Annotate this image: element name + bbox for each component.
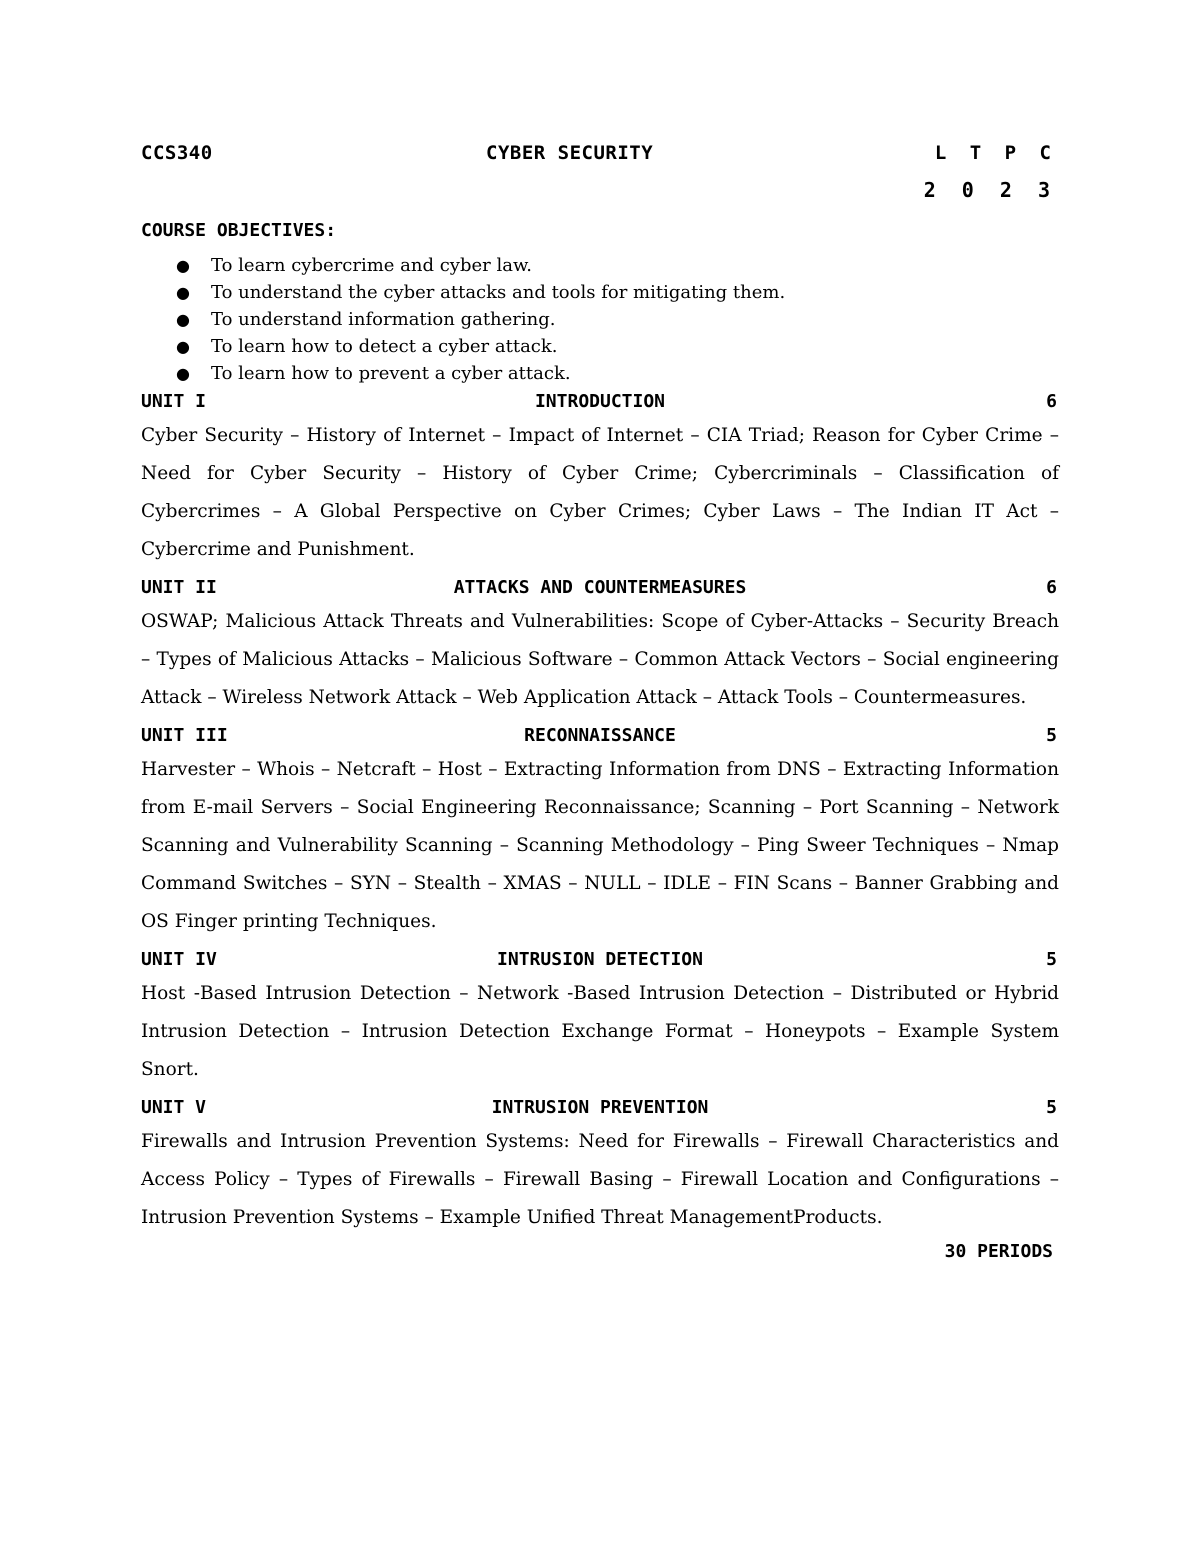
unit-title: RECONNAISSANCE	[524, 725, 676, 746]
objectives-heading: COURSE OBJECTIVES:	[141, 220, 337, 241]
unit-title: ATTACKS AND COUNTERMEASURES	[453, 577, 747, 598]
total-periods: 30 PERIODS	[944, 1241, 1053, 1262]
unit-number: UNIT II	[141, 577, 217, 598]
bullet-icon: ●	[176, 256, 190, 275]
unit-5-content: Firewalls and Intrusion Prevention Systems: Need for Firewalls – Firewall Characteristics and Access Policy – Types of Firewalls – Firewall Basing – Firewall Location and Configurations – Intrusion Prevention Systems – Example Unified Threat ManagementProducts.	[141, 1131, 1059, 1228]
syllabus-page	[141, 140, 1059, 1262]
unit-title: INTRUSION PREVENTION	[491, 1097, 709, 1118]
unit-title: INTRODUCTION	[534, 391, 666, 412]
objective-item	[141, 333, 1059, 360]
unit-hours: 5	[1046, 1097, 1057, 1118]
objective-text: To learn how to detect a cyber attack.	[211, 336, 558, 357]
objectives-list	[141, 252, 1059, 387]
unit-5-heading	[141, 1093, 1059, 1123]
objective-text: To understand information gathering.	[211, 309, 556, 330]
unit-hours: 5	[1046, 725, 1057, 746]
bullet-icon: ●	[176, 283, 190, 302]
objective-item	[141, 279, 1059, 306]
unit-2-heading	[141, 573, 1059, 603]
unit-4-heading	[141, 945, 1059, 975]
bullet-icon: ●	[176, 364, 190, 383]
unit-number: UNIT IV	[141, 949, 217, 970]
objective-text: To learn cybercrime and cyber law.	[211, 255, 532, 276]
unit-hours: 5	[1046, 949, 1057, 970]
ltpc-label: L T P C	[934, 142, 1057, 164]
bullet-icon: ●	[176, 337, 190, 356]
unit-3-content: Harvester – Whois – Netcraft – Host – Extracting Information from DNS – Extracting Information from E-mail Servers – Social Engineering Reconnaissance; Scanning – Port Scanning – Network Scanning and Vulnerability Scanning – Scanning Methodology – Ping Sweer Techniques – Nmap Command Switches – SYN – Stealth – XMAS – NULL – IDLE – FIN Scans – Banner Grabbing and OS Finger printing Techniques.	[141, 759, 1059, 932]
unit-number: UNIT V	[141, 1097, 207, 1118]
objective-item	[141, 360, 1059, 387]
objective-item	[141, 306, 1059, 333]
course-title: CYBER SECURITY	[486, 142, 654, 164]
unit-3-heading	[141, 721, 1059, 751]
bullet-icon: ●	[176, 310, 190, 329]
credits-values: 2 0 2 3	[923, 178, 1057, 202]
objective-item	[141, 252, 1059, 279]
unit-number: UNIT III	[141, 725, 228, 746]
unit-hours: 6	[1046, 577, 1057, 598]
credits-row	[141, 170, 1059, 210]
objective-text: To understand the cyber attacks and tools for mitigating them.	[211, 282, 786, 303]
unit-4-content: Host -Based Intrusion Detection – Network -Based Intrusion Detection – Distributed or Hybrid Intrusion Detection – Intrusion Detection Exchange Format – Honeypots – Example System Snort.	[141, 983, 1059, 1080]
course-code: CCS340	[141, 142, 213, 164]
objective-text: To learn how to prevent a cyber attack.	[211, 363, 571, 384]
unit-2-content: OSWAP; Malicious Attack Threats and Vulnerabilities: Scope of Cyber-Attacks – Security Breach – Types of Malicious Attacks – Malicious Software – Common Attack Vectors – Social engineering Attack – Wireless Network Attack – Web Application Attack – Attack Tools – Countermeasures.	[141, 611, 1059, 708]
course-header	[141, 140, 1059, 170]
unit-hours: 6	[1046, 391, 1057, 412]
unit-1-content: Cyber Security – History of Internet – Impact of Internet – CIA Triad; Reason for Cyber Crime – Need for Cyber Security – History of Cyber Crime; Cybercriminals – Classification of Cybercrimes – A Global Perspective on Cyber Crimes; Cyber Laws – The Indian IT Act – Cybercrime and Punishment.	[141, 425, 1059, 560]
unit-1-heading	[141, 387, 1059, 417]
unit-title: INTRUSION DETECTION	[497, 949, 703, 970]
unit-number: UNIT I	[141, 391, 207, 412]
